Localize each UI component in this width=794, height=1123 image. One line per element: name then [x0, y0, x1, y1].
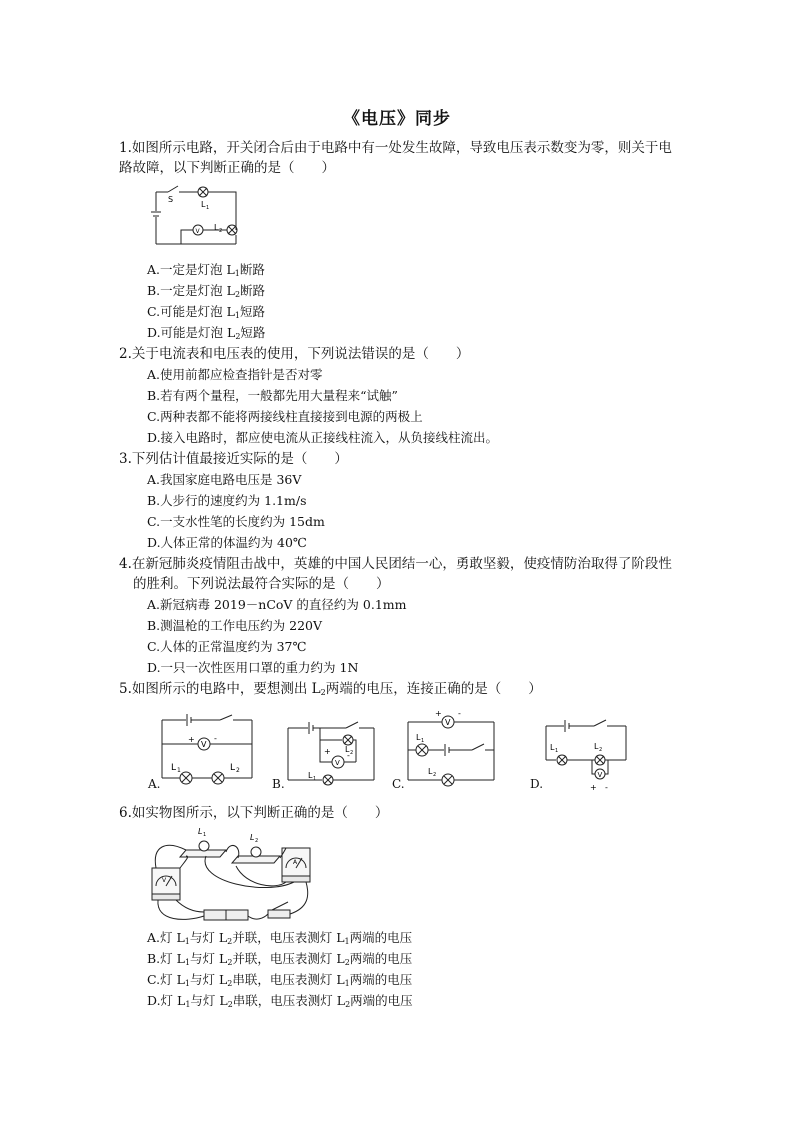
q5c-plus: + — [435, 709, 442, 718]
q5d-voltmeter-label: V — [597, 771, 603, 779]
q5c-l1-label: L — [416, 733, 421, 742]
q5-circuit-b — [284, 714, 380, 788]
q5-circuit-a — [160, 712, 256, 792]
q5a-l2-label: L — [230, 763, 236, 773]
q3-stem: 3.下列估计值最接近实际的是（ ） — [119, 451, 348, 467]
q5c-l1-sub: 1 — [421, 738, 425, 744]
q5-circuit-d — [542, 714, 634, 794]
q5c-voltmeter-label: V — [445, 718, 451, 727]
q5a-l2-sub: 2 — [236, 767, 240, 774]
q1-option-a: A.一定是灯泡 $L_1$断路 — [147, 262, 265, 278]
q6-ammeter-label: A — [293, 859, 298, 866]
q4-stem-line2: 的胜利。下列说法最符合实际的是（ ） — [133, 576, 390, 592]
q1-option-c: C.可能是灯泡 $L_1$短路 — [147, 304, 265, 320]
q2-option-d: D.接入电路时，都应使电流从正接线柱流入，从负接线柱流出。 — [147, 430, 499, 445]
q5d-minus: - — [605, 783, 608, 792]
q5c-l2-sub: 2 — [433, 772, 437, 778]
q4-option-a: A.新冠病毒 2019－nCoV 的直径约为 0.1mm — [147, 597, 407, 612]
q5-letter-a: A. — [148, 777, 161, 791]
q5a-l1-label: L — [171, 763, 177, 773]
q6-l1-label: L — [198, 827, 203, 836]
q5a-minus: - — [214, 734, 217, 743]
q4-option-c: C.人体的正常温度约为 37℃ — [147, 639, 307, 654]
q5b-l2-label: L — [345, 745, 350, 754]
q5a-plus: + — [188, 735, 195, 744]
q5a-voltmeter-label: V — [201, 740, 207, 749]
q3-option-c: C.一支水性笔的长度约为 15dm — [147, 514, 325, 529]
q5-stem: 5.如图所示的电路中，要想测出 $L_2$两端的电压，连接正确的是（ ） — [119, 681, 542, 697]
q5b-voltmeter-label: V — [335, 759, 340, 767]
q5-letter-b: B. — [272, 777, 285, 791]
q5d-l1-label: L — [550, 743, 555, 752]
q3-option-d: D.人体正常的体温约为 40℃ — [147, 535, 307, 550]
q6-stem: 6.如实物图所示，以下判断正确的是（ ） — [119, 805, 389, 821]
q4-option-d: D.一只一次性医用口罩的重力约为 1N — [147, 660, 359, 675]
q5a-l1-sub: 1 — [177, 767, 181, 774]
q5b-plus: + — [324, 747, 331, 756]
q5b-l2-sub: 2 — [350, 750, 354, 756]
q2-option-c: C.两种表都不能将两接线柱直接接到电源的两极上 — [147, 409, 423, 424]
q4-stem-line1: 4.在新冠肺炎疫情阻击战中，英雄的中国人民团结一心，勇敢坚毅，使疫情防治取得了阶段性 — [119, 556, 672, 572]
q1-voltmeter-label: V — [195, 228, 200, 235]
q3-option-b: B.人步行的速度约为 1.1m/s — [147, 493, 307, 508]
q6-physical-circuit — [146, 826, 316, 926]
q1-circuit-diagram — [148, 182, 240, 250]
q6-l1-sub: 1 — [203, 832, 207, 838]
q5c-minus: - — [458, 709, 461, 718]
q5d-l2-sub: 2 — [599, 747, 603, 753]
q1-stem-line1: 1.如图所示电路，开关闭合后由于电路中有一处发生故障，导致电压表示数变为零，则关于电 — [119, 140, 672, 156]
q5-letter-d: D. — [530, 777, 544, 791]
q5b-minus: - — [347, 751, 350, 760]
q1-option-b: B.一定是灯泡 $L_2$断路 — [147, 283, 266, 299]
q2-option-a: A.使用前都应检查指针是否对零 — [147, 367, 323, 382]
page-title: 《电压》同步 — [343, 109, 451, 129]
q5-circuit-c — [404, 708, 500, 790]
q2-option-b: B.若有两个量程，一般都先用大量程来“试触” — [147, 388, 398, 403]
q2-stem: 2.关于电流表和电压表的使用，下列说法错误的是（ ） — [119, 346, 470, 362]
q1-l2-label: L — [214, 223, 219, 232]
q1-l1-label: L — [201, 200, 206, 209]
q3-option-a: A.我国家庭电路电压是 36V — [147, 472, 302, 487]
q5d-plus: + — [590, 783, 597, 792]
q4-option-b: B.测温枪的工作电压约为 220V — [147, 618, 323, 633]
q1-l2-sub: 2 — [219, 228, 223, 234]
q1-switch-label: S — [168, 195, 174, 204]
q6-l2-sub: 2 — [255, 838, 259, 844]
q6-voltmeter-label: V — [162, 877, 167, 884]
q6-option-c: C.灯 $L_1$与灯 $L_2$串联，电压表测灯 $L_1$两端的电压 — [147, 972, 413, 988]
q6-option-b: B.灯 $L_1$与灯 $L_2$并联，电压表测灯 $L_2$两端的电压 — [147, 951, 413, 967]
q6-option-a: A.灯 $L_1$与灯 $L_2$并联，电压表测灯 $L_1$两端的电压 — [147, 930, 413, 946]
q5d-l2-label: L — [594, 742, 599, 751]
q6-l2-label: L — [250, 833, 255, 842]
q1-l1-sub: 1 — [206, 205, 210, 211]
q5b-l1-sub: 1 — [313, 776, 317, 782]
q5c-l2-label: L — [428, 767, 433, 776]
q1-stem-line2: 路故障，以下判断正确的是（ ） — [119, 160, 335, 176]
q6-option-d: D.灯 $L_1$与灯 $L_2$串联，电压表测灯 $L_2$两端的电压 — [147, 993, 413, 1009]
q1-option-d: D.可能是灯泡 $L_2$短路 — [147, 325, 266, 341]
q5d-l1-sub: 1 — [555, 748, 559, 754]
q5b-l1-label: L — [308, 771, 313, 780]
q5-letter-c: C. — [392, 777, 405, 791]
